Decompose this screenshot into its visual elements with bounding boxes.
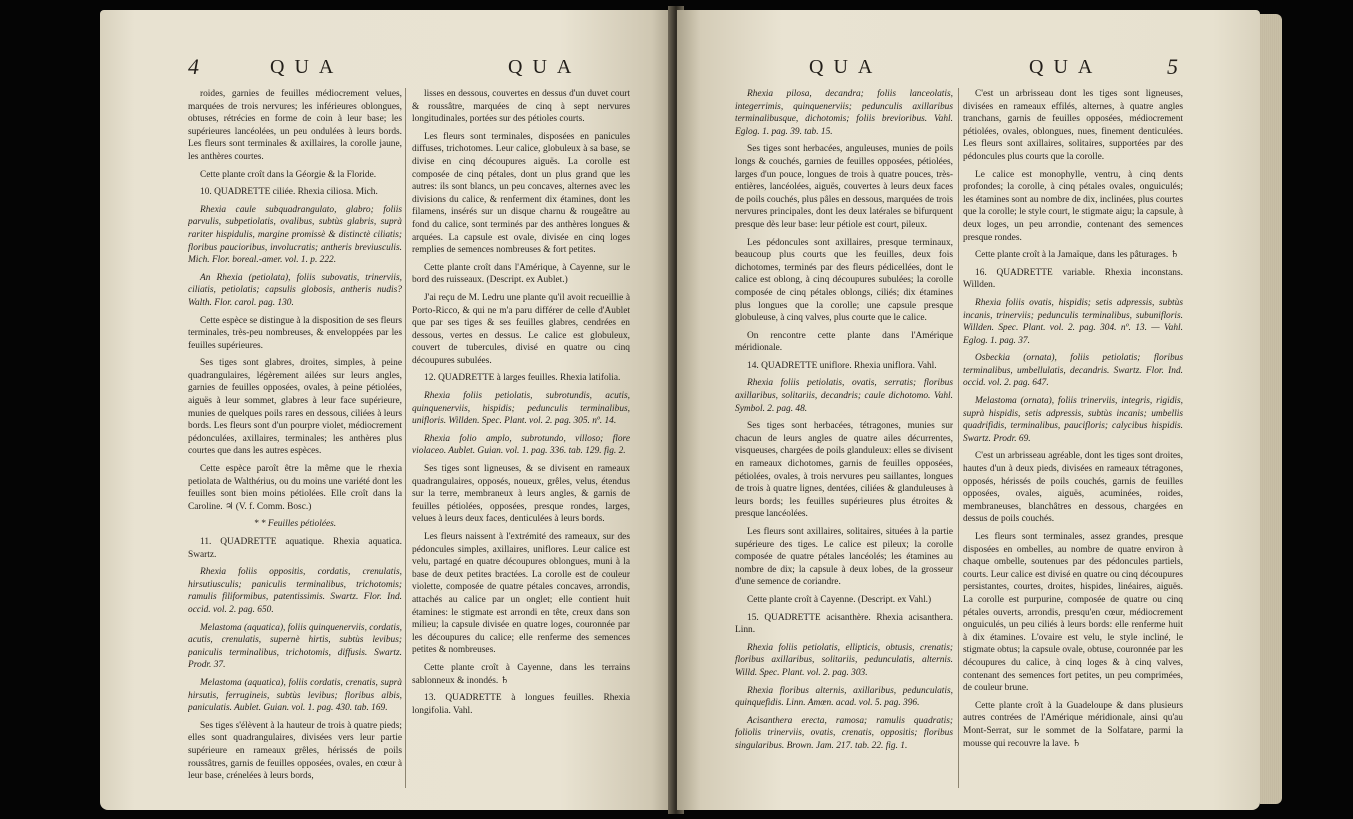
paragraph: 12. QUADRETTE à larges feuilles. Rhexia latifolia.	[424, 373, 621, 384]
paragraph: Acisanthera erecta, ramosa; ramulis quadratis; foliolis trinerviis, ovatis, crenatis, oppositis; floribus singularibus. Brown. Jam. 217. tab. 22. fig. 1.	[735, 715, 953, 751]
paragraph: Cette plante croît à Cayenne. (Descript. ex Vahl.)	[747, 594, 932, 605]
paragraph: 15. QUADRETTE acisanthère. Rhexia acisanthera. Linn.	[735, 612, 953, 636]
paragraph: 16. QUADRETTE variable. Rhexia inconstans. Willden.	[963, 267, 1183, 291]
paragraph: Les fleurs naissent à l'extrémité des rameaux, sur des pédoncules simples, axillaires, uniflores. Leur calice est velu, partagé en quatre découpures oblongues, muni à la base de deux petites bractées. La corolle est de couleur violette, composée de quatre pétales concaves, arrondis, attachés au calice par un onglet; elle contient huit étamines: le stigmate est arrondi en tête, creux dans son milieu; la capsule divisée en quatre loges, couronnée par les découpures du calice; elle renferme des semences petites & nombreuses.	[412, 532, 630, 656]
left-running-head-1: QUA	[270, 56, 344, 78]
left-running-head-2: QUA	[508, 56, 582, 78]
paragraph: Melastoma (aquatica), foliis quinquenerviis, cordatis, acutis, crenulatis, supernè hirtis, subtùs levibus; paniculis terminalibus, trichotomis, diffusis. Swartz. Prodr. 37.	[188, 622, 402, 671]
paragraph: C'est un arbrisseau agréable, dont les tiges sont droites, hautes d'un à deux pieds, divisées en rameaux tétragones, opposés, hérissés de poils couchés, garnis de feuilles opposées, ovales, aiguës, acuminées, roides, membraneuses, blanchâtres en dessous, chargées en dessus de poils couchés.	[963, 451, 1183, 525]
paragraph: Cette espèce se distingue à la disposition de ses fleurs terminales, très-peu nombreuses, & enveloppées par les feuilles supérieures.	[188, 315, 402, 351]
left-column-2	[412, 88, 630, 798]
paragraph: Ses tiges sont herbacées, tétragones, munies sur chacun de leurs angles de quatre ailes décurrentes, visqueuses, chargées de poils glanduleux: elles se divisent en rameaux dichotomes, garnis de feuilles opposées, pétiolées, ovales, à trois nervures peu saillantes, longues de trois à quatre lignes, dentées, ciliées & glanduleuses à leurs bords; les feuilles supérieures plus étroites & presque lancéolées.	[735, 421, 953, 520]
paragraph: roides, garnies de feuilles médiocrement velues, marquées de trois nervures; les inférieures oblongues, obtuses, rétrécies en forme de coin à leur base; les supérieures lancéolées, un peu ondulées à leurs bords. Les fleurs sont terminales & axillaires, la corolle jaune, les anthères courtes.	[188, 89, 402, 162]
paragraph: 14. QUADRETTE uniflore. Rhexia uniflora. Vahl.	[747, 360, 937, 371]
left-page-number: 4	[188, 54, 199, 79]
paragraph: Les fleurs sont terminales, disposées en panicules diffuses, trichotomes. Leur calice, globuleux à sa base, se divise en cinq découpures aiguës. La corolle est composée de cinq pétales, dont un plus grand que les autres: ils sont blancs, un peu concaves, alternes avec les divisions du calice, & renferment dix étamines, dont les filamens, insérés sur un disque charnu & rougeâtre au fond du calice, sont terminés par des anthères longues & arquées. La capsule est ovale, divisée en cinq loges remplies de semences nombreuses & fort petites.	[412, 131, 630, 256]
right-page	[677, 10, 1260, 810]
paragraph: Les fleurs sont axillaires, solitaires, situées à la partie supérieure des tiges. Le calice est pileux; la corolle composée de quatre pétales lancéolés; les étamines au nombre de dix; la capsule à deux lobes, de la grosseur d'une semence de coriandre.	[735, 527, 953, 588]
paragraph: Ses tiges s'élèvent à la hauteur de trois à quatre pieds; elles sont quadrangulaires, divisées vers leur partie supérieure en rameaux grêles, hérissés de poils roussâtres, garnis de feuilles opposées, ovales, en cœur à leur base, crénelées à leurs bords,	[188, 720, 402, 782]
right-page-number: 5	[1167, 54, 1178, 79]
paragraph: Rhexia caule subquadrangulato, glabro; foliis parvulis, subpetiolatis, ovalibus, subtùs glabris, suprà rariter hispidulis, margine promissè & distinctè ciliatis; floribus paucioribus, involucratis; antheris breviusculis. Mich. Flor. boreal.-amer. vol. 1. p. 222.	[188, 204, 402, 266]
paragraph: J'ai reçu de M. Ledru une plante qu'il avoit recueillie à Porto-Ricco, & qui ne m'a paru différer de celle d'Aublet que par ses tiges & ses feuilles glabres, cendrées en dessous, vertes en dessus. Le calice est globuleux, couvert de tubercules, divisé en quatre ou cinq découpures subulées.	[412, 292, 630, 366]
paragraph: Melastoma (aquatica), foliis cordatis, crenatis, suprà hirsutis, ferrugineis, subtùs levibus; floribus albis, paniculatis. Aublet. Guian. vol. 1. pag. 430. tab. 169.	[188, 677, 402, 714]
right-running-head-1: QUA	[809, 56, 883, 78]
column-rule	[405, 88, 406, 788]
paragraph: Cette plante croît à Cayenne, dans les terrains sablonneux & inondés. ♄	[412, 662, 630, 686]
left-column-1	[188, 88, 402, 798]
right-header	[677, 54, 1260, 84]
paragraph: Le calice est monophylle, ventru, à cinq dents profondes; la corolle, à cinq pétales ovales, onguiculés; les étamines sont au nombre de dix, inclinées, plus courtes que la corolle; le style court, le stigmate aigu; la capsule, à deux loges, un peu arrondie, contenant des semences presque rondes.	[963, 169, 1183, 243]
paragraph: Rhexia foliis ovatis, hispidis; setis adpressis, subtùs incanis, trinerviis; pedunculis terminalibus, subunifloris. Willden. Spec. Plant. vol. 2. pag. 304. nº. 13. — Vahl. Eglog. 1. pag. 37.	[963, 297, 1183, 346]
paragraph: Cette plante croît à la Guadeloupe & dans plusieurs autres contrées de l'Amérique méridionale, ainsi qu'au Mont-Serrat, sur le sommet de la Solfatare, parmi la mousse qui recouvre la lave. ♄	[963, 700, 1183, 749]
left-page	[100, 10, 675, 810]
left-header	[100, 54, 675, 84]
paragraph: Rhexia foliis oppositis, cordatis, crenulatis, hirsutiusculis; paniculis terminalibus, trichotomis; ramulis filiformibus, patentissimis. Swartz. Flor. Ind. occid. vol. 2. pag. 650.	[188, 567, 402, 615]
paragraph: Les fleurs sont terminales, assez grandes, presque disposées en ombelles, au nombre de quatre environ à chaque ombelle, soutenues par des pédoncules partiels, courts. Leur calice est divisé en quatre ou cinq découpures persistantes, courtes, droites, hispides, linéaires, aiguës. La corolle est purpurine, composée de quatre ou cinq pétales ouverts, arrondis, presqu'en cœur, médiocrement onguiculés, un peu ciliés à leurs bords: elle renferme huit à dix étamines. L'ovaire est velu, le style incliné, le stigmate obtus; la capsule ovale, obtuse, couronnée par les découpures du calice, à cinq loges & à cinq valves, contenant des semences fort petites, un peu comprimées, de couleur brune.	[963, 532, 1183, 694]
column-rule	[958, 88, 959, 788]
right-column-2	[963, 88, 1183, 798]
paragraph: Ses tiges sont herbacées, anguleuses, munies de poils longs & couchés, garnies de feuilles opposées, pétiolées, larges d'un pouce, longues de trois à quatre pouces, très-entières, lancéolées, aiguës, couvertes à leurs deux faces de poils couchés, plus pâles en dessous, marquées de trois nervures principales, dont les deux latérales se bifurquent presque dès leur base: leur pétiole est court, pileux.	[735, 144, 953, 230]
paragraph: lisses en dessous, couvertes en dessus d'un duvet court & roussâtre, marquées de cinq à sept nervures longitudinales, portées sur des pétioles courts.	[412, 89, 630, 125]
paragraph: An Rhexia (petiolata), foliis subovatis, trinerviis, ciliatis, petiolatis; capsulis globosis, antheris nudis? Walth. Flor. carol. pag. 130.	[188, 272, 402, 308]
right-column-1	[735, 88, 953, 798]
paragraph: Rhexia floribus alternis, axillaribus, pedunculatis, quinquefidis. Linn. Amœn. acad. vol. 5. pag. 396.	[735, 685, 953, 709]
right-running-head-2: QUA	[1029, 56, 1103, 78]
paragraph: 11. QUADRETTE aquatique. Rhexia aquatica. Swartz.	[188, 537, 402, 560]
paragraph: Cette plante croît dans la Géorgie & la Floride.	[200, 169, 377, 180]
paragraph: Rhexia foliis petiolatis, ovatis, serratis; floribus axillaribus, solitariis, decandris; caule dichotomo. Vahl. Symbol. 2. pag. 48.	[735, 378, 953, 414]
paragraph: Ses tiges sont ligneuses, & se divisent en rameaux quadrangulaires, opposés, noueux, grêles, velus, étendus sur la terre, membraneux à leurs angles, & garnis de feuilles pétiolées, opposées, presque rondes, larges, velues à leurs deux faces, denticulées à leurs bords.	[412, 464, 630, 525]
paragraph: Cette plante croît à la Jamaïque, dans les pâturages. ♄	[975, 250, 1179, 261]
paragraph: Rhexia foliis petiolatis, ellipticis, obtusis, crenatis; floribus axillaribus, solitariis, pedunculatis, alternis. Willd. Spec. Plant. vol. 2. pag. 303.	[735, 642, 953, 678]
paragraph: Les pédoncules sont axillaires, presque terminaux, beaucoup plus courts que les feuilles, deux fois dichotomes, terminés par des fleurs pédicellées, dont le calice est oblong, à cinq découpures subulées; la corolle composée de cinq pétales oblongs, ciliés; dix étamines plus longues que la corolle; une capsule presque globuleuse, à cinq valves, plus courte que le calice.	[735, 237, 953, 324]
paragraph: C'est un arbrisseau dont les tiges sont ligneuses, divisées en rameaux effilés, alternes, à quatre angles tranchans, garnis de feuilles opposées, médiocrement pétiolées, ovales, oblongues, nues, finement denticulées. Les fleurs sont axillaires, solitaires, supportées par des pédoncules plus courts que la corolle.	[963, 89, 1183, 162]
paragraph: Osbeckia (ornata), foliis petiolatis; floribus terminalibus, umbellulatis, decandris. Swartz. Flor. Ind. occid. vol. 2. pag. 647.	[963, 353, 1183, 389]
paragraph: Cette espèce paroît être la même que le rhexia petiolata de Walthérius, ou du moins une variété dont les feuilles sont bien moins pétiolées. Elle croît dans la Caroline. ♃ (V. f. Comm. Bosc.)	[188, 464, 402, 512]
paragraph: Rhexia foliis petiolatis, subrotundis, acutis, quinquenerviis, hispidis; pedunculis terminalibus, unifloris. Willden. Spec. Plant. vol. 2. pag. 305. nº. 14.	[412, 391, 630, 427]
paragraph: On rencontre cette plante dans l'Amérique méridionale.	[735, 330, 953, 354]
paragraph: Cette plante croît dans l'Amérique, à Cayenne, sur le bord des ruisseaux. (Descript. ex Aublet.)	[412, 262, 630, 286]
paragraph: Ses tiges sont glabres, droites, simples, à peine quadrangulaires, légèrement ailées sur leurs angles, garnies de feuilles opposées, ovales, à peine pétiolées, aiguës à leur sommet, glabres à leur face supérieure, munies de quelques poils rares en dessous, ciliées à leurs bords. Les fleurs sont d'un pourpre violet, médiocrement pédonculées, axillaires, terminales; les anthères plus courtes que dans les autres espèces.	[188, 358, 402, 457]
page-edges	[1260, 14, 1282, 804]
paragraph: 10. QUADRETTE ciliée. Rhexia ciliosa. Mich.	[200, 187, 378, 198]
paragraph: Melastoma (ornata), foliis trinerviis, integris, rigidis, suprà hispidis, setis adpressis, subtùs incanis; umbellis quadrifidis, terminalibus, paucifloris; calycibus hispidis. Swartz. Prodr. 69.	[963, 396, 1183, 444]
paragraph: Rhexia pilosa, decandra; foliis lanceolatis, integerrimis, quinquenerviis; pedunculis axillaribus terminalibusque, dichotomis; foliis brevioribus. Vahl. Eglog. 1. pag. 39. tab. 15.	[735, 89, 953, 137]
paragraph: 13. QUADRETTE à longues feuilles. Rhexia longifolia. Vahl.	[412, 693, 630, 716]
paragraph: Rhexia folio amplo, subrotundo, villoso; flore violaceo. Aublet. Guian. vol. 1. pag. 336. tab. 129. fig. 2.	[412, 433, 630, 457]
paragraph: * * Feuilles pétiolées.	[253, 519, 337, 530]
